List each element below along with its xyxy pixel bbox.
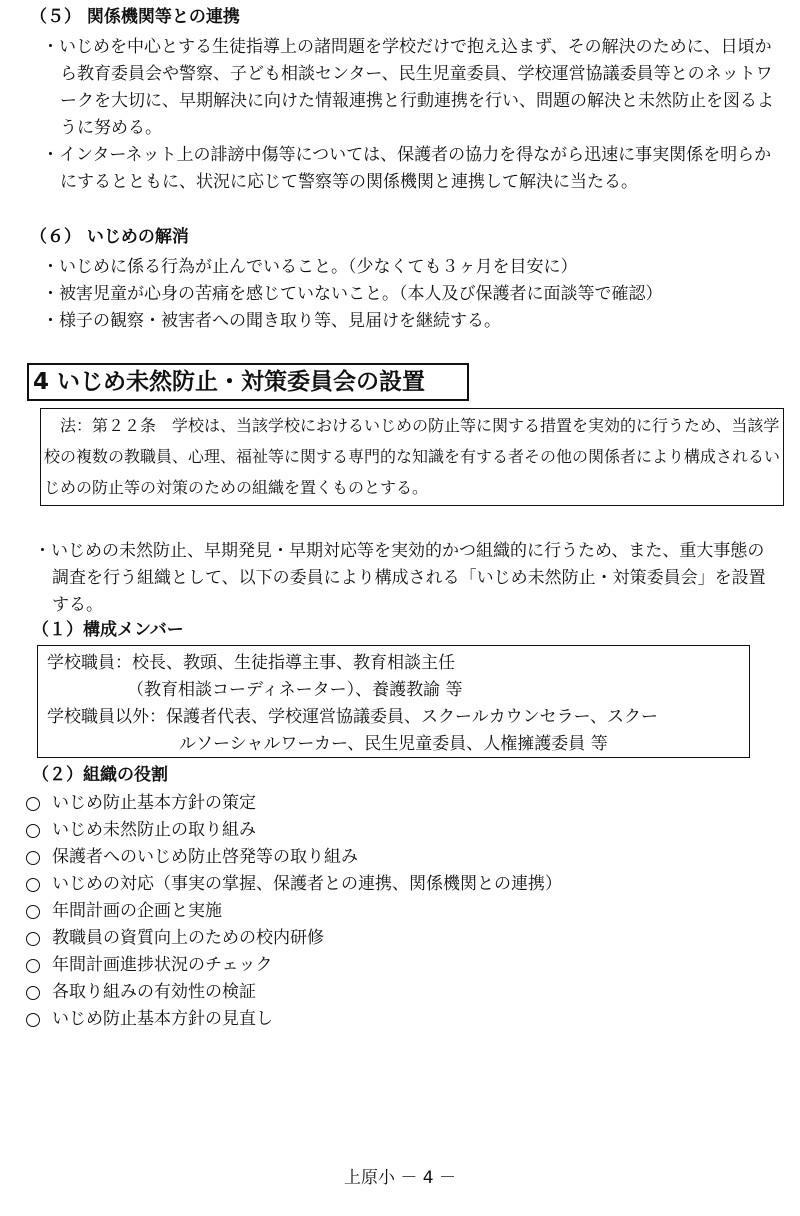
section-5-heading: （５） 関係機関等との連携 [30,7,240,27]
circle-icon [26,797,40,811]
role-label: いじめの対応（事実の掌握、保護者との連携、関係機関との連携） [52,874,562,894]
circle-icon [26,878,40,892]
list-item [26,925,562,952]
list-item: ・インターネット上の誹謗中傷等については、保護者の協力を得ながら迅速に事実関係を明らかにするとともに、状況に応じて警察等の関係機関と連携して解決に当たる。 [42,145,772,192]
roles-list [26,790,562,1033]
member-line-2: （教育相談コーディネーター）、養護教諭 等 [127,680,463,700]
member-line-4: ルソーシャルワーカー、民生児童委員、人権擁護委員 等 [179,734,608,754]
section-5-bullets [42,34,782,196]
circle-icon [26,932,40,946]
page-footer: 上原小 － 4 － [343,1168,457,1188]
intro-text: ・いじめの未然防止、早期発見・早期対応等を実効的かつ組織的に行うため、また、重大事態の調査を行う組織として、以下の委員により構成される「いじめ未然防止・対策委員会」を設置する。 [34,541,766,615]
role-label: 保護者へのいじめ防止啓発等の取り組み [52,847,358,867]
committee-intro [34,538,774,619]
section-6-bullets [42,254,782,335]
list-item [26,1006,562,1033]
circle-icon [26,1013,40,1027]
list-item: ・いじめに係る行為が止んでいること。（少なくても３ヶ月を目安に） [42,257,578,277]
list-item [26,871,562,898]
list-item: ・いじめを中心とする生徒指導上の諸問題を学校だけで抱え込まず、その解決のために、日頃から教育委員会や警察、子ども相談センター、民生児童委員、学校運営協議委員等とのネットワークを大切に、早期解決に向けた情報連携と行動連携を行い、問題の解決と未然防止を図るように努める。 [42,37,774,138]
role-label: いじめ防止基本方針の見直し [52,1009,273,1029]
member-line-1: 学校職員：校長、教頭、生徒指導主事、教育相談主任 [47,653,455,673]
section-4-title: 4 いじめ未然防止・対策委員会の設置 [27,363,469,401]
role-label: 各取り組みの有効性の検証 [52,982,256,1002]
section-6-heading: （６） いじめの解消 [30,227,189,247]
list-item [26,817,562,844]
circle-icon [26,824,40,838]
list-item [26,844,562,871]
role-label: 年間計画進捗状況のチェック [52,955,273,975]
roles-heading: （２）組織の役割 [32,765,168,785]
members-heading: （１）構成メンバー [32,620,184,640]
list-item [26,952,562,979]
role-label: いじめ防止基本方針の策定 [52,793,256,813]
circle-icon [26,959,40,973]
role-label: いじめ未然防止の取り組み [52,820,256,840]
list-item: ・被害児童が心身の苦痛を感じていないこと。（本人及び保護者に面談等で確認） [42,284,663,304]
member-line-3: 学校職員以外：保護者代表、学校運営協議委員、スクールカウンセラー、スクー [47,707,658,727]
list-item [26,898,562,925]
role-label: 年間計画の企画と実施 [52,901,222,921]
role-label: 教職員の資質向上のための校内研修 [52,928,324,948]
list-item: ・様子の観察・被害者への聞き取り等、見届けを継続する。 [42,311,501,331]
list-item [26,790,562,817]
circle-icon [26,986,40,1000]
circle-icon [26,851,40,865]
law-text: 法：第２２条 学校は、当該学校におけるいじめの防止等に関する措置を実効的に行うため、当該学校の複数の教職員、心理、福祉等に関する専門的な知識を有する者その他の関係者により構成されるいじめの防止等の対策のための組織を置くものとする。 [44,416,781,497]
list-item [26,979,562,1006]
circle-icon [26,905,40,919]
